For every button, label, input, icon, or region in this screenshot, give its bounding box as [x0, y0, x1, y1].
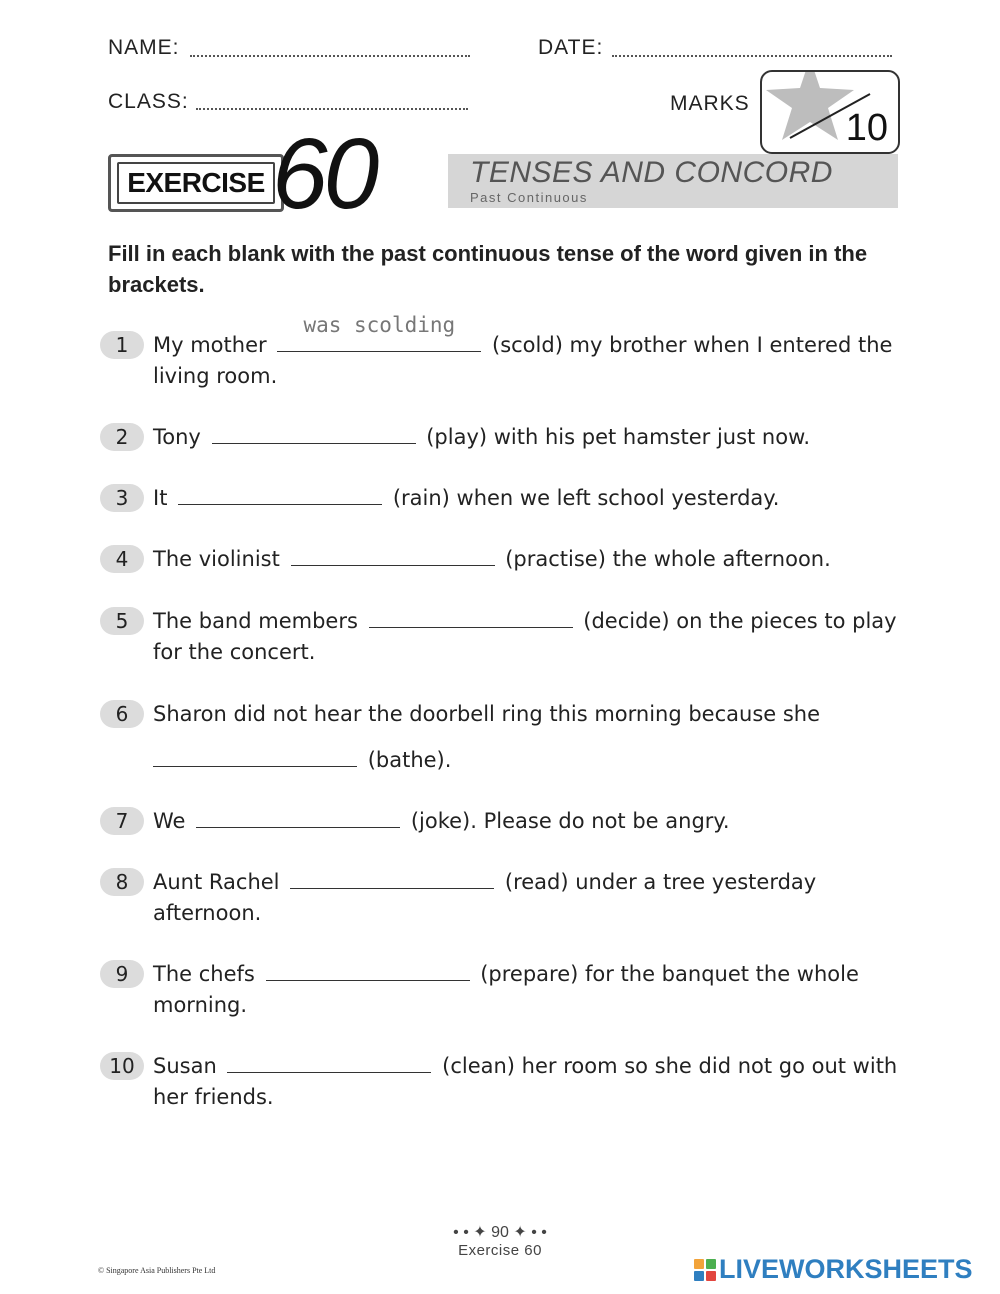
question-text-after: (prepare) for the banquet the whole morning. — [153, 962, 859, 1017]
question-text-after: (decide) on the pieces to play for the concert. — [153, 609, 897, 664]
banner-title: TENSES AND CONCORD — [470, 156, 833, 189]
question-text-before: Sharon did not hear the doorbell ring this morning because she — [153, 702, 821, 726]
answer-input[interactable] — [266, 942, 470, 966]
question-text-after: (practise) the whole afternoon. — [505, 547, 831, 571]
question-text-after: (scold) my brother when I entered the living room. — [153, 333, 893, 388]
question-text-after: (play) with his pet hamster just now. — [426, 425, 811, 449]
topic-banner — [448, 154, 898, 208]
liveworksheets-icon — [694, 1259, 716, 1281]
marks-label: MARKS — [670, 92, 750, 115]
question-text-after: (rain) when we left school yesterday. — [392, 486, 780, 510]
answer-blank[interactable] — [369, 607, 573, 628]
answer-blank[interactable] — [290, 868, 494, 889]
name-line[interactable] — [190, 55, 470, 57]
answer-blank[interactable] — [266, 960, 470, 981]
exercise-number: 60 — [272, 118, 376, 230]
question-text-before: Susan — [153, 1054, 217, 1078]
question-number: 7 — [100, 807, 144, 835]
answer-input[interactable] — [227, 1034, 431, 1058]
answer-input[interactable] — [291, 527, 495, 551]
question-text-before: Tony — [153, 425, 201, 449]
question-text-after: (joke). Please do not be angry. — [410, 809, 730, 833]
question-text-before: We — [153, 809, 186, 833]
brand-text: LIVEWORKSHEETS — [719, 1254, 973, 1284]
question-text-before: It — [153, 486, 168, 510]
instructions: Fill in each blank with the past continuous tense of the word given in the brackets. — [108, 241, 868, 297]
class-label: CLASS: — [108, 90, 189, 113]
marks-box — [760, 70, 900, 154]
banner-subtitle: Past Continuous — [470, 190, 588, 205]
answer-input[interactable] — [369, 589, 573, 613]
question-text-before: Aunt Rachel — [153, 870, 280, 894]
question-text-after: (bathe). — [367, 748, 452, 772]
question-number: 9 — [100, 960, 144, 988]
answer-input[interactable] — [277, 313, 481, 337]
question-number: 3 — [100, 484, 144, 512]
date-line[interactable] — [612, 55, 892, 57]
copyright-notice: © Singapore Asia Publishers Pte Ltd — [98, 1266, 216, 1275]
answer-input[interactable] — [212, 405, 416, 429]
answer-blank[interactable] — [227, 1052, 431, 1073]
question-number: 2 — [100, 423, 144, 451]
question-text-after: (read) under a tree yesterday afternoon. — [153, 870, 817, 925]
question-number: 10 — [100, 1052, 144, 1080]
exercise-word: EXERCISE — [127, 167, 265, 198]
answer-blank[interactable] — [212, 423, 416, 444]
question-number: 5 — [100, 607, 144, 635]
footer-exercise-label: Exercise 60 — [458, 1242, 542, 1259]
class-line[interactable] — [196, 108, 468, 110]
exercise-badge — [108, 154, 284, 212]
answer-input[interactable] — [153, 728, 357, 752]
answer-blank[interactable] — [153, 746, 357, 767]
answer-input[interactable] — [196, 789, 400, 813]
question-number: 6 — [100, 700, 144, 728]
answer-input[interactable] — [290, 850, 494, 874]
question-text-before: The band members — [153, 609, 358, 633]
date-label: DATE: — [538, 36, 604, 59]
marks-total: 10 — [845, 107, 888, 149]
liveworksheets-logo — [694, 1254, 973, 1285]
question-text-before: The chefs — [153, 962, 255, 986]
question-number: 1 — [100, 331, 144, 359]
question-number: 4 — [100, 545, 144, 573]
question-number: 8 — [100, 868, 144, 896]
answer-blank[interactable] — [178, 484, 382, 505]
page-number: • • ✦ 90 ✦ • • — [453, 1224, 547, 1241]
name-label: NAME: — [108, 36, 180, 59]
question-text-before: My mother — [153, 333, 267, 357]
question-text-after: (clean) her room so she did not go out with her friends. — [153, 1054, 898, 1109]
answer-blank[interactable] — [196, 807, 400, 828]
answer-blank[interactable] — [291, 545, 495, 566]
question-text-before: The violinist — [153, 547, 280, 571]
answer-blank[interactable] — [277, 331, 481, 352]
answer-input[interactable] — [178, 466, 382, 490]
